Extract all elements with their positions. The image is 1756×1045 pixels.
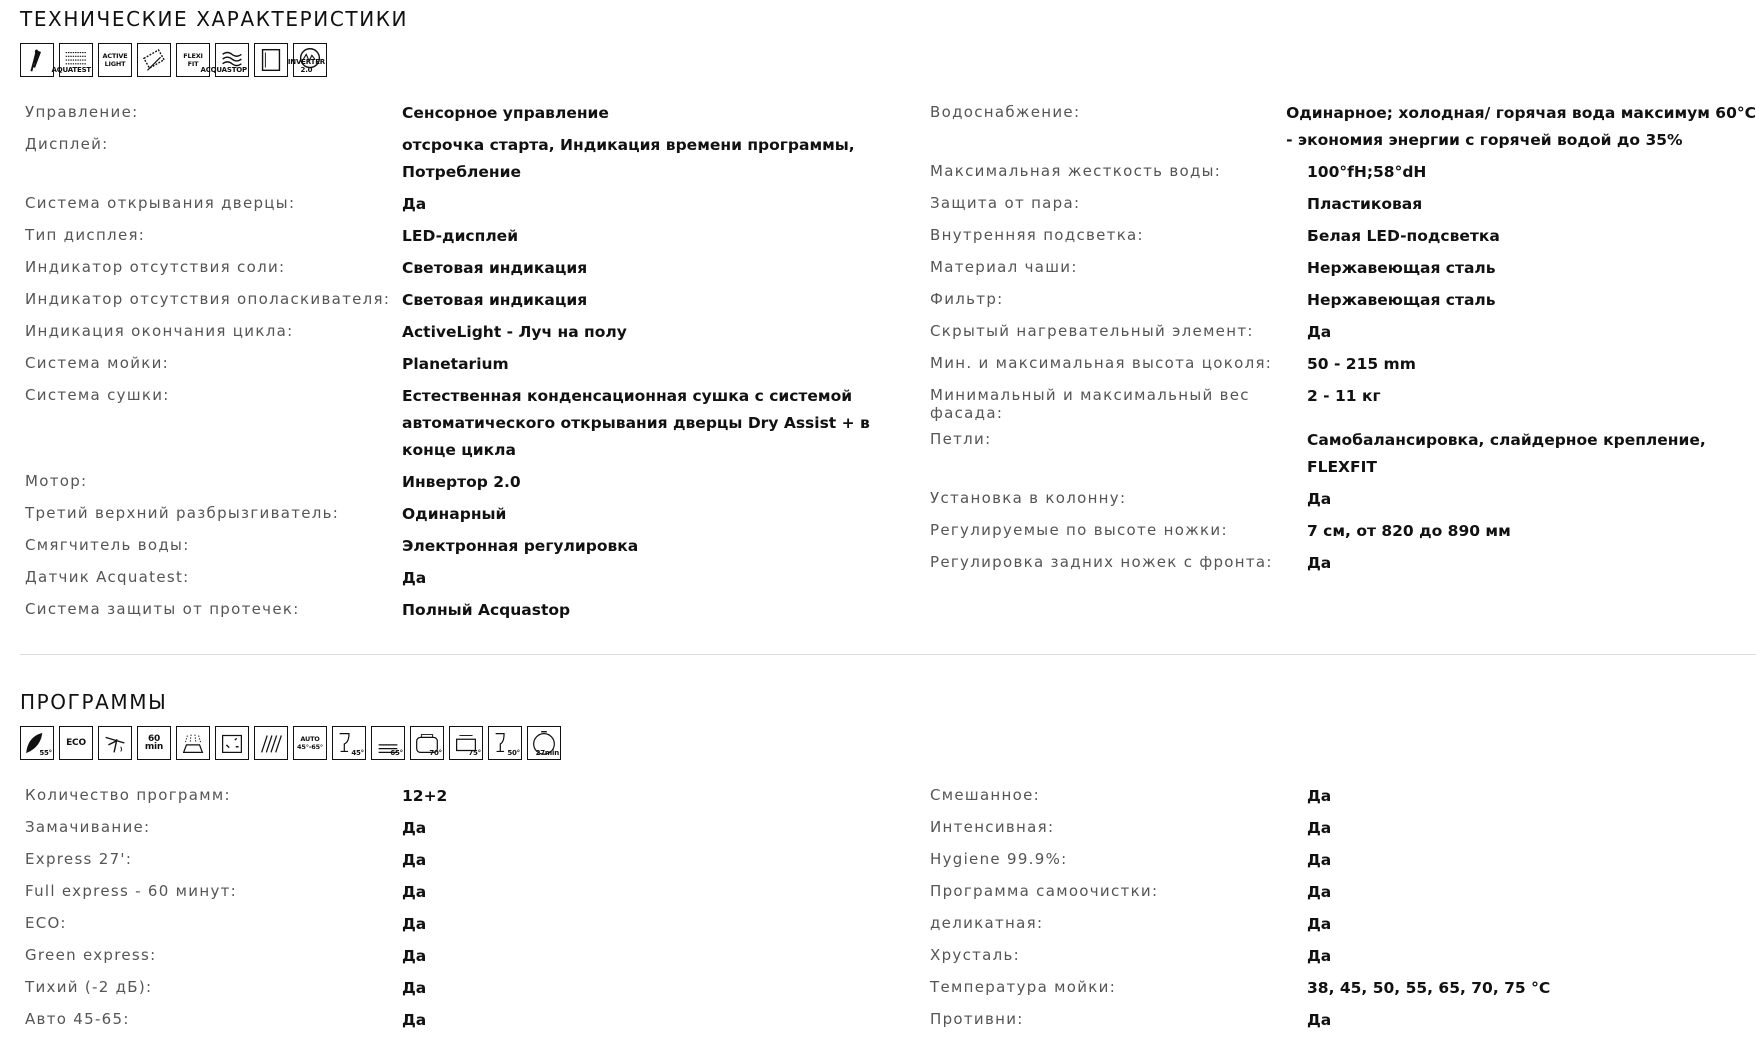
spec-value-line: Да xyxy=(1307,554,1332,572)
spec-value-line: FLEXFIT xyxy=(1307,458,1377,476)
spec-label: Хрусталь: xyxy=(930,946,1021,964)
spec-value-line: Да xyxy=(402,915,427,933)
spec-label: Индикатор отсутствия соли: xyxy=(25,258,286,276)
spec-value-line: Да xyxy=(1307,323,1332,341)
spec-value xyxy=(1307,223,1500,250)
green-55-icon xyxy=(20,726,54,760)
spec-label: Программа самоочистки: xyxy=(930,882,1159,900)
spec-value xyxy=(1307,255,1496,282)
spec-value xyxy=(402,319,627,346)
spec-label: Температура мойки: xyxy=(930,978,1117,996)
auto-45-65-icon-text: AUTO 45°-65° xyxy=(297,735,323,751)
spec-row xyxy=(20,132,925,186)
spec-value xyxy=(402,943,426,970)
spec-value xyxy=(402,533,638,560)
spec-row xyxy=(20,879,925,906)
spec-row xyxy=(925,486,1756,513)
spec-value-line: Да xyxy=(402,819,427,837)
spec-value xyxy=(1307,518,1511,545)
interior-light-icon-glyph xyxy=(256,45,286,75)
spec-value-line: Полный Acquastop xyxy=(402,601,571,619)
spec-label: Индикатор отсутствия ополаскивателя: xyxy=(25,290,391,308)
spec-row xyxy=(20,911,925,938)
spec-value xyxy=(1307,847,1331,874)
spec-label: Защита от пара: xyxy=(930,194,1081,212)
spec-value-line: LED-дисплей xyxy=(402,227,519,245)
spec-row xyxy=(20,501,925,528)
mixed-65-icon-text: 65° xyxy=(390,749,403,757)
spec-value-line: 100°fH;58°dH xyxy=(1307,163,1427,181)
programs-right-column xyxy=(925,783,1756,1039)
spec-label: Система мойки: xyxy=(25,354,170,372)
spec-value xyxy=(402,565,426,592)
specs-icon-row xyxy=(20,43,1756,79)
spec-value-line: ActiveLight - Луч на полу xyxy=(402,323,627,341)
spec-value xyxy=(402,597,570,624)
spec-value-line: 50 - 215 mm xyxy=(1307,355,1416,373)
spec-row xyxy=(925,943,1756,970)
spec-value-line: Инвертор 2.0 xyxy=(402,473,521,491)
spec-value xyxy=(1307,383,1381,422)
spec-value-line: Да xyxy=(1307,1011,1332,1029)
spec-label: Водоснабжение: xyxy=(930,103,1081,121)
spec-value xyxy=(1307,975,1550,1002)
inverter-icon-text: INVERTER 2.0 xyxy=(287,58,325,74)
spec-row xyxy=(20,815,925,842)
self-clean-icon xyxy=(215,726,249,760)
spec-value-line: Потребление xyxy=(402,163,521,181)
spec-row xyxy=(925,319,1756,346)
spec-value xyxy=(402,911,426,938)
spec-value-line: Planetarium xyxy=(402,355,509,373)
programs-section xyxy=(20,683,1756,1039)
section-divider xyxy=(20,654,1756,655)
spec-label: Регулируемые по высоте ножки: xyxy=(930,521,1228,539)
spec-value-line: Да xyxy=(1307,883,1332,901)
express-27-icon-text: 27min xyxy=(535,749,559,757)
spec-label: Система сушки: xyxy=(25,386,170,404)
specs-right-column xyxy=(925,100,1756,629)
crystal-45-icon xyxy=(332,726,366,760)
spec-value xyxy=(1307,815,1331,842)
spec-label: Full express - 60 минут: xyxy=(25,882,238,900)
spec-label: Управление: xyxy=(25,103,139,121)
specs-section xyxy=(20,0,1756,629)
tablet-icon-glyph xyxy=(139,45,169,75)
spec-label: Регулировка задних ножек с фронта: xyxy=(930,553,1273,571)
interior-light-icon xyxy=(254,43,288,77)
spec-label: деликатная: xyxy=(930,914,1044,932)
spec-value-line: Нержавеющая сталь xyxy=(1307,291,1496,309)
delicate-50-icon-text: 50° xyxy=(507,749,520,757)
spec-label: Мин. и максимальная высота цоколя: xyxy=(930,354,1273,372)
spec-row xyxy=(925,783,1756,810)
brush-icon xyxy=(20,43,54,77)
spec-row xyxy=(20,783,925,810)
specs-columns xyxy=(20,100,1756,629)
spec-value xyxy=(1307,191,1422,218)
spec-value-line: 2 - 11 кг xyxy=(1307,387,1381,405)
spec-value-line: Да xyxy=(1307,947,1332,965)
auto-45-65-icon xyxy=(293,726,327,760)
spec-value-line: Самобалансировка, слайдерное крепление, xyxy=(1307,431,1706,449)
spec-value xyxy=(402,191,426,218)
spec-value xyxy=(402,501,506,528)
spec-value-line: Да xyxy=(1307,490,1332,508)
spec-label: Минимальный и максимальный вес фасада: xyxy=(930,386,1250,422)
spec-row xyxy=(925,159,1756,186)
spec-value-line: Одинарный xyxy=(402,505,507,523)
spec-row xyxy=(925,287,1756,314)
pot-75-icon xyxy=(449,726,483,760)
spec-label: Петли: xyxy=(930,430,992,448)
spec-value-line: Да xyxy=(402,979,427,997)
spec-label: Противни: xyxy=(930,1010,1024,1028)
spec-row xyxy=(925,383,1756,422)
spec-value-line: Пластиковая xyxy=(1307,195,1423,213)
spec-label: Дисплей: xyxy=(25,135,109,153)
spec-row xyxy=(20,1007,925,1034)
spec-value-line: 7 см, от 820 до 890 мм xyxy=(1307,522,1511,540)
spec-row xyxy=(20,287,925,314)
spec-label: Тип дисплея: xyxy=(25,226,146,244)
spec-label: Третий верхний разбрызгиватель: xyxy=(25,504,340,522)
spec-label: Express 27': xyxy=(25,850,133,868)
specs-left-column xyxy=(20,100,925,629)
spec-row xyxy=(20,383,925,464)
spec-value-line: автоматического открывания дверцы Dry Assist + в xyxy=(402,414,870,432)
spec-row xyxy=(20,975,925,1002)
spec-row xyxy=(925,550,1756,577)
spec-value xyxy=(402,815,426,842)
express-60-icon-text: 60 min xyxy=(144,734,164,752)
spec-value-line: 12+2 xyxy=(402,787,448,805)
spec-row xyxy=(925,911,1756,938)
spec-row xyxy=(925,100,1756,154)
spec-value xyxy=(402,255,587,282)
spec-label: Внутренняя подсветка: xyxy=(930,226,1144,244)
spec-value-line: Да xyxy=(402,195,427,213)
spec-value-line: Естественная конденсационная сушка с системой xyxy=(402,387,853,405)
spec-label: Смешанное: xyxy=(930,786,1041,804)
spec-label: Система открывания дверцы: xyxy=(25,194,296,212)
acquatest-icon xyxy=(51,43,93,77)
spec-row xyxy=(925,223,1756,250)
spec-row xyxy=(20,319,925,346)
spec-value-line: Одинарное; холодная/ горячая вода максимум 60°C xyxy=(1286,104,1756,122)
spec-label: Тихий (-2 дБ): xyxy=(25,978,153,996)
spec-row xyxy=(20,351,925,378)
spec-row xyxy=(925,191,1756,218)
active-light-icon-text: ACTIVE LIGHT xyxy=(102,52,128,68)
spec-value-line: Да xyxy=(1307,915,1332,933)
spec-value xyxy=(1307,287,1496,314)
spec-value xyxy=(402,351,509,378)
spec-row xyxy=(925,518,1756,545)
spec-value xyxy=(1307,879,1331,906)
brush-icon-glyph xyxy=(22,45,52,75)
spec-row xyxy=(20,223,925,250)
spec-row xyxy=(925,975,1756,1002)
spec-label: Hygiene 99.9%: xyxy=(930,850,1068,868)
spec-row xyxy=(20,943,925,970)
spec-row xyxy=(20,847,925,874)
spec-value xyxy=(1307,486,1331,513)
spec-label: Количество программ: xyxy=(25,786,231,804)
spec-row xyxy=(20,255,925,282)
spec-value-line: Да xyxy=(402,947,427,965)
spec-value xyxy=(402,132,855,186)
spec-value xyxy=(402,287,587,314)
quiet-icon-glyph xyxy=(256,728,286,758)
spec-row xyxy=(925,427,1756,481)
spec-value xyxy=(1307,783,1331,810)
programs-icon-row xyxy=(20,726,1756,762)
programs-title: ПРОГРАММЫ xyxy=(20,690,168,714)
express-60-icon xyxy=(137,726,171,760)
spec-value-line: Да xyxy=(1307,787,1332,805)
spec-label: Установка в колонну: xyxy=(930,489,1127,507)
delicate-50-icon xyxy=(488,726,522,760)
spec-value-line: Да xyxy=(402,1011,427,1029)
spec-row xyxy=(925,879,1756,906)
spec-value-line: 38, 45, 50, 55, 65, 70, 75 °C xyxy=(1307,979,1551,997)
spec-value xyxy=(1307,1007,1331,1034)
spec-row xyxy=(925,351,1756,378)
eco-icon xyxy=(59,726,93,760)
spec-value xyxy=(1286,100,1756,154)
spec-row xyxy=(925,815,1756,842)
spec-row xyxy=(925,847,1756,874)
spec-label: Датчик Acquatest: xyxy=(25,568,190,586)
spec-value-line: Нержавеющая сталь xyxy=(1307,259,1496,277)
spec-value-line: Световая индикация xyxy=(402,291,588,309)
soak-icon xyxy=(98,726,132,760)
spec-value xyxy=(1307,319,1331,346)
spec-value-line: Световая индикация xyxy=(402,259,588,277)
green-55-icon-text: 55° xyxy=(39,749,52,757)
rinse-icon xyxy=(176,726,210,760)
spec-value xyxy=(1307,943,1331,970)
pot-75-icon-text: 75° xyxy=(468,749,481,757)
acquatest-icon-text: AQUATEST xyxy=(51,66,91,74)
spec-value-line: отсрочка старта, Индикация времени программы, xyxy=(402,136,855,154)
spec-row xyxy=(925,255,1756,282)
spec-value xyxy=(402,847,426,874)
intensive-70-icon xyxy=(410,726,444,760)
soak-icon-glyph xyxy=(100,728,130,758)
spec-value xyxy=(1307,427,1706,481)
spec-row xyxy=(20,100,925,127)
spec-value xyxy=(1307,911,1331,938)
spec-value xyxy=(402,100,609,127)
spec-label: Скрытый нагревательный элемент: xyxy=(930,322,1254,340)
spec-label: Замачивание: xyxy=(25,818,151,836)
active-light-icon xyxy=(98,43,132,77)
spec-value-line: Да xyxy=(1307,851,1332,869)
self-clean-icon-glyph xyxy=(217,728,247,758)
spec-row xyxy=(20,533,925,560)
spec-value xyxy=(402,383,870,464)
eco-icon-text: ECO xyxy=(66,738,86,748)
spec-label: ECO: xyxy=(25,914,67,932)
spec-value-line: Электронная регулировка xyxy=(402,537,639,555)
spec-value xyxy=(1307,159,1426,186)
spec-row xyxy=(925,1007,1756,1034)
crystal-45-icon-text: 45° xyxy=(351,749,364,757)
spec-value-line: Белая LED-подсветка xyxy=(1307,227,1500,245)
spec-row xyxy=(20,469,925,496)
rinse-icon-glyph xyxy=(178,728,208,758)
intensive-70-icon-text: 70° xyxy=(429,749,442,757)
spec-label: Смягчитель воды: xyxy=(25,536,190,554)
spec-value-line: Сенсорное управление xyxy=(402,104,609,122)
quiet-icon xyxy=(254,726,288,760)
specs-title: ТЕХНИЧЕСКИЕ ХАРАКТЕРИСТИКИ xyxy=(20,7,409,31)
spec-value xyxy=(402,223,518,250)
programs-columns xyxy=(20,783,1756,1039)
spec-row xyxy=(20,597,925,624)
mixed-65-icon xyxy=(371,726,405,760)
spec-value-line: - экономия энергии с горячей водой до 35% xyxy=(1286,131,1683,149)
acquastop-icon-text: ACQUASTOP xyxy=(200,66,247,74)
spec-value-line: Да xyxy=(402,569,427,587)
spec-value xyxy=(1307,550,1331,577)
spec-label: Индикация окончания цикла: xyxy=(25,322,294,340)
spec-label: Система защиты от протечек: xyxy=(25,600,300,618)
tablet-icon xyxy=(137,43,171,77)
spec-value-line: Да xyxy=(402,851,427,869)
spec-value xyxy=(1307,351,1416,378)
acquastop-icon xyxy=(200,43,249,77)
spec-value xyxy=(402,975,426,1002)
inverter-icon xyxy=(287,43,327,77)
flexi-fit-icon-text: FLEXI FIT xyxy=(183,52,203,68)
programs-left-column xyxy=(20,783,925,1039)
spec-value xyxy=(402,783,447,810)
spec-label: Авто 45-65: xyxy=(25,1010,130,1028)
spec-value xyxy=(402,469,521,496)
spec-value xyxy=(402,1007,426,1034)
spec-label: Интенсивная: xyxy=(930,818,1055,836)
spec-value-line: Да xyxy=(402,883,427,901)
spec-value-line: конце цикла xyxy=(402,441,516,459)
spec-row xyxy=(20,565,925,592)
spec-value xyxy=(402,879,426,906)
spec-label: Фильтр: xyxy=(930,290,1004,308)
spec-row xyxy=(20,191,925,218)
express-27-icon xyxy=(527,726,561,760)
spec-value-line: Да xyxy=(1307,819,1332,837)
spec-label: Мотор: xyxy=(25,472,88,490)
spec-label: Материал чаши: xyxy=(930,258,1078,276)
spec-label: Green express: xyxy=(25,946,157,964)
spec-label: Максимальная жесткость воды: xyxy=(930,162,1222,180)
